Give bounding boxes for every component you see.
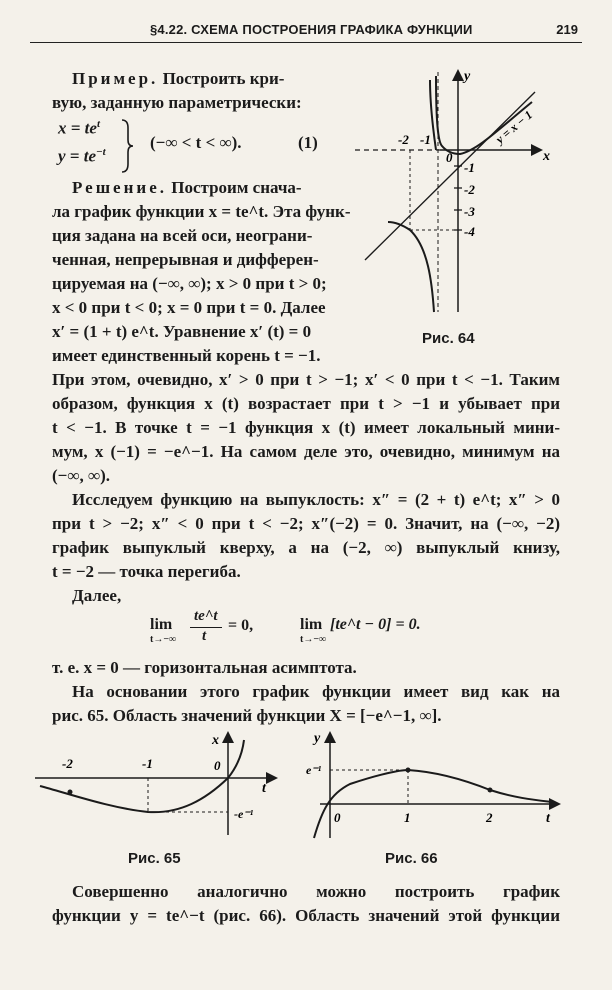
header-title: §4.22. СХЕМА ПОСТРОЕНИЯ ГРАФИКА ФУНКЦИИ — [150, 22, 473, 37]
solution-line-8: имеет единственный корень t = −1. — [52, 346, 321, 365]
text-line-14: Исследуем функцию на выпуклость: x″ = (2 + t) e^t; x″ > 0 — [72, 490, 560, 509]
text-line-17: t = −2 — точка перегиба. — [52, 562, 241, 581]
text-line-20: На основании этого график функции имеет вид как на — [72, 682, 560, 701]
curve-fig65 — [40, 740, 244, 812]
xtick-minus2: -2 — [398, 132, 409, 147]
figure-65 — [30, 730, 290, 840]
text-line-11: t < −1. В точке t = −1 функция x (t) имеет локальный мини- — [52, 418, 560, 437]
parametric-system — [58, 118, 348, 174]
figure-64 — [350, 62, 560, 322]
asymptote-label: y = x − 1 — [492, 107, 536, 147]
text-line-15: при t > −2; x″ < 0 при t < −2; x″(−2) = 0. Значит, на (−∞, −2) — [52, 514, 560, 533]
lim1-res: = 0, — [228, 617, 254, 634]
system-range: (−∞ < t < ∞). — [150, 133, 242, 152]
fig65-axis-x: x — [212, 733, 219, 748]
lim1-sub: t→−∞ — [150, 634, 177, 645]
system-y-eq: $y = te^{-t}$ — [58, 146, 106, 166]
figure-66-caption: Рис. 66 — [385, 850, 438, 867]
fig66-origin: 0 — [334, 810, 341, 825]
text-line-10: образом, функция x (t) возрастает при t > −1 и убывает при — [52, 394, 560, 413]
lim1-num: te^t — [194, 608, 218, 624]
text-line-16: график выпуклый кверху, а на (−2, ∞) выпуклый книзу, — [52, 538, 560, 557]
curve-lower-branch — [388, 222, 434, 312]
equation-number: (1) — [298, 133, 318, 152]
ytick-minus3: -3 — [464, 204, 475, 219]
brace-icon — [120, 118, 134, 174]
fig66-axis-t: t — [546, 811, 550, 826]
solution-line-6: x < 0 при t < 0; x = 0 при t = 0. Далее — [52, 298, 326, 317]
solution-line-1: Решение. Построим снача- — [72, 178, 302, 197]
figure-66 — [300, 730, 570, 840]
ytick-minus2: -2 — [464, 182, 475, 197]
lim2-word: lim — [300, 616, 323, 633]
fig66-max-label: e⁻¹ — [306, 763, 322, 777]
fig66-xtick-2: 2 — [486, 810, 493, 825]
fig65-axis-t: t — [262, 781, 266, 796]
solution-line-4: ченная, непрерывная и дифферен- — [52, 250, 319, 269]
text-line-19: т. е. x = 0 — горизонтальная асимптота. — [52, 658, 357, 677]
text-line-13: (−∞, ∞). — [52, 466, 110, 485]
axis-y-label: y — [464, 69, 471, 84]
example-line-1: Пример. Построить кри- — [72, 69, 285, 88]
fig66-axis-y: y — [314, 731, 321, 746]
text-line-9: При этом, очевидно, x′ > 0 при t > −1; x′ < 0 при t < −1. Таким — [52, 370, 560, 389]
fig65-min-label: -e⁻¹ — [234, 807, 254, 821]
lim2-sub: t→−∞ — [300, 634, 327, 645]
figure-65-caption: Рис. 65 — [128, 850, 181, 867]
text-line-23: функции y = te^−t (рис. 66). Область значений этой функции — [52, 906, 560, 925]
figure-64-caption: Рис. 64 — [422, 330, 475, 347]
limits-formula — [150, 608, 450, 658]
lim1-word: lim — [150, 616, 173, 633]
axis-x-label: x — [543, 149, 550, 164]
ytick-minus1: -1 — [464, 160, 475, 175]
oblique-asymptote — [365, 92, 535, 260]
xtick-minus1: -1 — [420, 132, 431, 147]
lim2-expr: [te^t − 0] = 0. — [330, 616, 421, 633]
page-number: 219 — [556, 22, 578, 37]
fig65-origin: 0 — [214, 758, 221, 773]
solution-line-5: цируемая на (−∞, ∞); x > 0 при t > 0; — [52, 274, 327, 293]
ytick-minus4: -4 — [464, 224, 475, 239]
solution-line-2: ла график функции x = te^t. Эта функ- — [52, 202, 351, 221]
solution-line-3: ция задана на всей оси, неограни- — [52, 226, 313, 245]
text-line-18: Далее, — [72, 586, 122, 605]
example-line-2: вую, заданную параметрически: — [52, 93, 302, 112]
fig65-xtick-minus1: -1 — [142, 756, 153, 771]
fig65-xtick-minus2: -2 — [62, 756, 73, 771]
text-line-21: рис. 65. Область значений функции X = [−e^−1, ∞]. — [52, 706, 442, 725]
running-header — [30, 20, 582, 43]
fig66-xtick-1: 1 — [404, 810, 411, 825]
lim1-den: t — [202, 628, 207, 644]
system-x-eq: $x = te^t$ — [58, 118, 101, 138]
text-line-12: мум, x (−1) = −e^−1. На самом деле это, очевидно, минимум на — [52, 442, 560, 461]
text-line-22: Совершенно аналогично можно построить график — [72, 882, 560, 901]
solution-line-7: x′ = (1 + t) e^t. Уравнение x′ (t) = 0 — [52, 322, 312, 341]
origin-label: 0 — [446, 150, 453, 165]
